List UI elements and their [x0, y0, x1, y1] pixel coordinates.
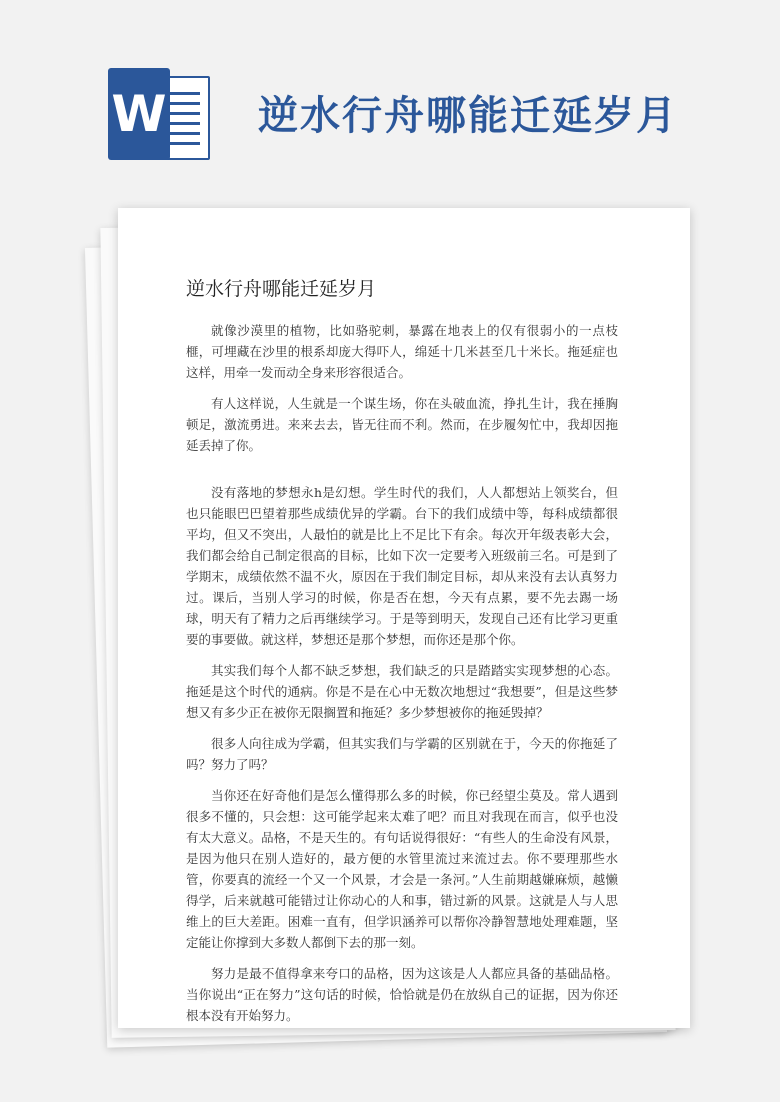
paragraph: 很多人向往成为学霸，但其实我们与学霸的区别就在于，今天的你拖延了吗？努力了吗？ — [186, 736, 618, 772]
paragraph: 努力是最不值得拿来夸口的品格，因为这该是人人都应具备的基础品格。当你说出“正在努力”这句话的时候，恰恰就是仍在放纵自己的证据，因为你还根本没有开始努力。 — [186, 966, 618, 1023]
paragraph: 其实我们每个人都不缺乏梦想，我们缺乏的只是踏踏实实现梦想的心态。拖延是这个时代的通病。你是不是在心中无数次地想过“我想要”，但是这些梦想又有多少正在被你无限搁置和拖延？多少梦想被你的拖延毁掉？ — [186, 663, 618, 720]
word-logo-letter: W — [108, 68, 170, 160]
paragraph: 就像沙漠里的植物，比如骆驼刺，暴露在地表上的仅有很弱小的一点枝榧，可埋藏在沙里的根系却庞大得吓人，绵延十几米甚至几十米长。拖延症也这样，用牵一发而动全身来形容很适合。 — [186, 323, 618, 380]
document-body — [186, 320, 618, 1036]
paragraph: 当你还在好奇他们是怎么懂得那么多的时候，你已经望尘莫及。常人遇到很多不懂的，只会想：这可能学起来太难了吧？而且对我现在而言，似乎也没有太大意义。品格，不是天生的。有句话说得很好：“有些人的生命没有风景，是因为他只在别人造好的，最方便的水管里流过来流过去。你不要理那些水管，你要真的流经一个又一个风景，才会是一条河。”人生前期越嫌麻烦，越懒得学，后来就越可能错过让你动心的人和事，错过新的风景。这就是人与人思维上的巨大差距。困难一直有，但学识涵养可以帮你冷静智慧地处理难题，坚定能让你撑到大多数人都倒下去的那一刻。 — [186, 788, 618, 950]
document-title: 逆水行舟哪能迁延岁月 — [186, 278, 377, 300]
page-title: 逆水行舟哪能迁延岁月 — [258, 93, 678, 139]
word-document-icon — [108, 68, 208, 160]
paragraph: 有人这样说，人生就是一个谋生场，你在头破血流，挣扎生计，我在捶胸顿足，激流勇进。来来去去，皆无往而不利。然而，在步履匆忙中，我却因拖延丢掉了你。 — [186, 396, 618, 453]
header — [0, 0, 780, 200]
document-page — [118, 208, 690, 1028]
paragraph: 没有落地的梦想永h是幻想。学生时代的我们，人人都想站上领奖台，但也只能眼巴巴望着那些成绩优异的学霸。台下的我们成绩中等，每科成绩都很平均，但又不突出，人最怕的就是比上不足比下有余。每次开年级表彰大会，我们都会给自己制定很高的目标，比如下次一定要考入班级前三名。可是到了学期末，成绩依然不温不火，原因在于我们制定目标，却从来没有去认真努力过。课后，当别人学习的时候，你是否在想，今天有点累，要不先去踢一场球，明天有了精力之后再继续学习。于是等到明天，发现自己还有比学习更重要的事要做。就这样，梦想还是那个梦想，而你还是那个你。 — [186, 485, 618, 647]
